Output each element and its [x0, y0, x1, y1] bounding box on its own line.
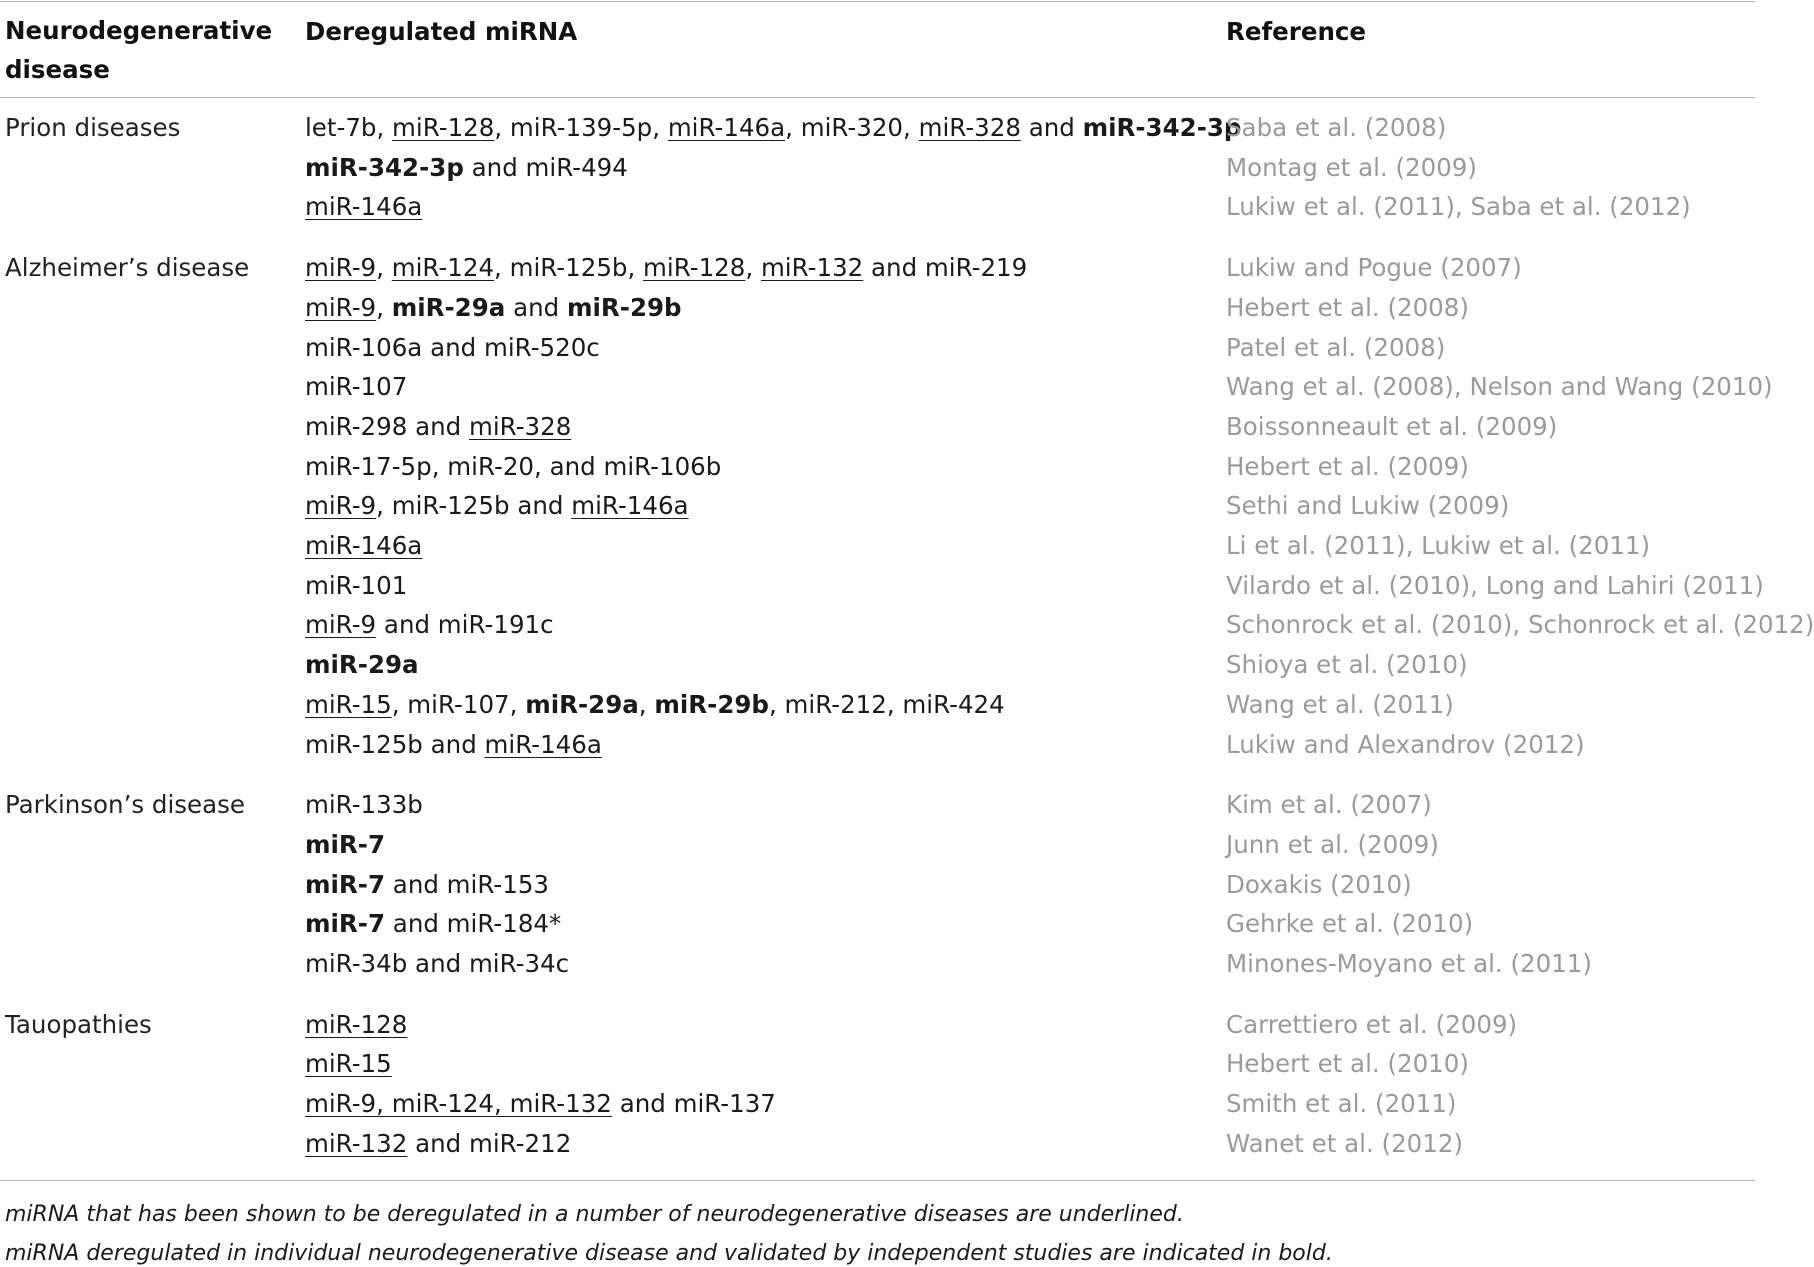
reference-link[interactable]: Hebert et al. (2009): [1226, 451, 1469, 481]
mirna-underlined: miR-328: [918, 113, 1021, 142]
reference-link[interactable]: Montag et al. (2009): [1226, 152, 1477, 182]
mirna-underlined: miR-15: [305, 689, 392, 719]
mirna-cell: [305, 730, 602, 760]
disease-label: Prion diseases: [5, 113, 181, 142]
mirna-cell: [305, 1129, 571, 1159]
mirna-text: ,: [376, 292, 392, 322]
reference-cell: [1226, 790, 1432, 820]
mirna-bold: miR-29a: [391, 292, 506, 322]
mirna-bold: miR-7: [305, 909, 386, 939]
mirna-text: and: [1020, 113, 1083, 142]
reference-cell: [1226, 1129, 1463, 1159]
mirna-bold: miR-7: [305, 829, 386, 859]
reference-cell: [1226, 571, 1764, 601]
mirna-bold: miR-342-3p: [305, 152, 464, 182]
mirna-underlined: miR-328: [468, 411, 572, 441]
mirna-text: let-7b,: [305, 113, 393, 142]
reference-link[interactable]: Hebert et al. (2010): [1226, 1049, 1469, 1079]
mirna-text: and miR-184*: [385, 909, 562, 939]
reference-cell: [1226, 452, 1469, 482]
footnote-underline: miRNA that has been shown to be deregulated in a number of neurodegenerative diseases are underlined.: [5, 1202, 1184, 1227]
reference-link[interactable]: Gehrke et al. (2010): [1226, 909, 1474, 939]
mirna-text: ,: [638, 689, 655, 719]
mirna-underlined: miR-146a: [305, 531, 423, 560]
reference-link[interactable]: Schonrock et al. (2012): [1527, 610, 1814, 640]
mirna-text: ,: [376, 253, 392, 283]
mirna-text: , miR-212, miR-424: [768, 689, 1005, 719]
mirna-cell: [305, 153, 628, 183]
mirna-text: and miR-494: [463, 152, 628, 182]
header-rule: [0, 97, 1755, 98]
reference-cell: [1226, 293, 1469, 323]
mirna-text: and miR-153: [385, 869, 549, 899]
mirna-underlined: miR-9: [305, 610, 377, 640]
mirna-underlined: miR-9: [305, 491, 377, 521]
reference-link[interactable]: Minones-Moyano et al. (2011): [1226, 949, 1592, 978]
reference-link[interactable]: Junn et al. (2009): [1226, 829, 1439, 859]
reference-link[interactable]: Hebert et al. (2008): [1226, 292, 1469, 322]
reference-separator: ,: [1453, 372, 1470, 402]
mirna-text: miR-107: [305, 372, 408, 402]
mirna-bold: miR-342-3p: [1082, 113, 1242, 142]
mirna-cell: [305, 333, 600, 363]
disease-label: Tauopathies: [5, 1009, 152, 1039]
mirna-cell: [305, 830, 385, 860]
reference-link[interactable]: Shioya et al. (2010): [1226, 650, 1468, 680]
mirna-underlined: miR-146a: [667, 113, 786, 142]
reference-link[interactable]: Sethi and Lukiw (2009): [1226, 491, 1510, 521]
reference-cell: [1226, 192, 1691, 222]
reference-separator: ,: [1454, 192, 1471, 222]
reference-cell: [1226, 909, 1473, 939]
mirna-cell: [305, 192, 422, 222]
reference-cell: [1226, 372, 1773, 402]
mirna-underlined: miR-124: [391, 253, 495, 283]
mirna-text: miR-106a and miR-520c: [305, 332, 600, 362]
reference-link[interactable]: Nelson and Wang (2010): [1469, 372, 1773, 402]
mirna-text: , miR-139-5p,: [494, 113, 668, 142]
reference-link[interactable]: Wang et al. (2011): [1226, 689, 1454, 719]
mirna-bold: miR-29b: [654, 689, 769, 719]
mirna-cell: [305, 949, 569, 979]
mirna-text: and miR-219: [863, 253, 1028, 283]
mirna-underlined: miR-128: [305, 1009, 408, 1039]
mirna-text: , miR-125b and: [376, 491, 572, 521]
header-reference: Reference: [1226, 17, 1367, 46]
reference-link[interactable]: Smith et al. (2011): [1226, 1089, 1457, 1119]
mirna-cell: [305, 909, 561, 939]
reference-link[interactable]: Lukiw and Alexandrov (2012): [1226, 729, 1585, 759]
mirna-text: miR-298 and: [305, 411, 469, 441]
reference-separator: ,: [1405, 531, 1422, 560]
header-disease: [5, 11, 272, 89]
mirna-text: and miR-212: [407, 1128, 572, 1158]
mirna-bold: miR-29a: [305, 650, 419, 680]
reference-link[interactable]: Vilardo et al. (2010): [1226, 570, 1471, 600]
mirna-bold: miR-7: [305, 869, 386, 899]
reference-cell: [1226, 113, 1446, 143]
mirna-underlined: miR-146a: [484, 729, 602, 759]
mirna-cell: [305, 1089, 776, 1119]
reference-link[interactable]: Boissonneault et al. (2009): [1226, 411, 1558, 441]
mirna-cell: [305, 571, 407, 601]
mirna-text: and: [505, 292, 567, 322]
reference-cell: [1226, 690, 1454, 720]
mirna-text: , miR-125b,: [494, 253, 644, 283]
reference-separator: ,: [1470, 570, 1486, 600]
reference-separator: ,: [1512, 610, 1528, 640]
mirna-underlined: miR-146a: [571, 491, 689, 521]
reference-link[interactable]: Doxakis (2010): [1226, 869, 1412, 899]
mirna-cell: [305, 790, 423, 820]
disease-label: Parkinson’s disease: [5, 790, 245, 820]
mirna-cell: [305, 1049, 392, 1079]
reference-cell: [1226, 949, 1592, 979]
mirna-text: , miR-107,: [391, 689, 526, 719]
table-bottom-rule: [0, 1180, 1755, 1181]
reference-cell: [1226, 253, 1522, 283]
reference-cell: [1226, 1049, 1469, 1079]
mirna-cell: [305, 491, 689, 521]
footnote-bold: miRNA deregulated in individual neurodegenerative disease and validated by independent studies are indicated in bold.: [5, 1241, 1333, 1266]
mirna-underlined: miR-9, miR-124, miR-132: [305, 1089, 612, 1119]
reference-link[interactable]: Saba et al. (2008): [1226, 113, 1447, 142]
mirna-underlined: miR-128: [392, 113, 495, 142]
disease-label: Alzheimer’s disease: [5, 253, 250, 283]
mirna-cell: [305, 452, 721, 482]
mirna-bold: miR-29a: [525, 689, 639, 719]
mirna-underlined: miR-15: [305, 1049, 392, 1079]
mirna-text: miR-125b and: [305, 729, 485, 759]
reference-cell: [1226, 1089, 1456, 1119]
mirna-text: miR-101: [305, 570, 408, 600]
mirna-bold: miR-29b: [566, 292, 682, 322]
mirna-cell: [305, 253, 1027, 283]
reference-cell: [1226, 531, 1650, 561]
reference-cell: [1226, 610, 1814, 640]
mirna-text: and miR-137: [611, 1089, 776, 1119]
mirna-cell: [305, 372, 407, 402]
mirna-underlined: miR-132: [305, 1128, 408, 1158]
reference-cell: [1226, 412, 1557, 442]
reference-cell: [1226, 730, 1585, 760]
mirna-cell: [305, 531, 422, 561]
mirna-underlined: miR-128: [643, 253, 746, 283]
mirna-underlined: miR-132: [760, 253, 864, 283]
reference-link[interactable]: Li et al. (2011): [1226, 531, 1406, 560]
reference-link[interactable]: Wanet et al. (2012): [1226, 1128, 1463, 1158]
reference-link[interactable]: Lukiw and Pogue (2007): [1226, 253, 1522, 283]
mirna-underlined: miR-9: [305, 253, 377, 283]
mirna-cell: [305, 1010, 407, 1040]
mirna-cell: [305, 870, 549, 900]
reference-cell: [1226, 650, 1468, 680]
header-mirna: Deregulated miRNA: [305, 17, 578, 46]
reference-link[interactable]: Saba et al. (2012): [1470, 192, 1691, 222]
reference-link[interactable]: Wang et al. (2008): [1226, 372, 1454, 402]
reference-cell: [1226, 830, 1439, 860]
header-disease-line1: Neurodegenerative: [5, 16, 273, 45]
reference-link[interactable]: Long and Lahiri (2011): [1485, 570, 1764, 600]
mirna-text: miR-17-5p, miR-20, and miR-106b: [305, 451, 722, 481]
header-disease-line2: disease: [5, 55, 110, 84]
reference-cell: [1226, 870, 1412, 900]
mirna-cell: [305, 412, 571, 442]
reference-link[interactable]: Kim et al. (2007): [1226, 790, 1432, 820]
reference-cell: [1226, 1010, 1517, 1040]
mirna-underlined: miR-146a: [305, 192, 423, 222]
mirna-cell: [305, 650, 419, 680]
reference-link[interactable]: Lukiw et al. (2011): [1421, 531, 1651, 560]
mirna-cell: [305, 113, 1241, 143]
reference-link[interactable]: Patel et al. (2008): [1226, 332, 1446, 362]
reference-cell: [1226, 333, 1445, 363]
mirna-cell: [305, 293, 682, 323]
mirna-text: miR-34b and miR-34c: [305, 949, 570, 978]
reference-link[interactable]: Lukiw et al. (2011): [1226, 192, 1455, 222]
mirna-text: ,: [745, 253, 761, 283]
reference-link[interactable]: Carrettiero et al. (2009): [1226, 1009, 1518, 1039]
reference-cell: [1226, 491, 1509, 521]
mirna-text: , miR-320,: [785, 113, 919, 142]
mirna-cell: [305, 690, 1005, 720]
mirna-underlined: miR-9: [305, 292, 377, 322]
table-top-rule: [0, 1, 1755, 2]
mirna-text: and miR-191c: [376, 610, 554, 640]
reference-cell: [1226, 153, 1477, 183]
mirna-text: miR-133b: [305, 790, 423, 820]
reference-link[interactable]: Schonrock et al. (2010): [1226, 610, 1513, 640]
mirna-cell: [305, 610, 554, 640]
